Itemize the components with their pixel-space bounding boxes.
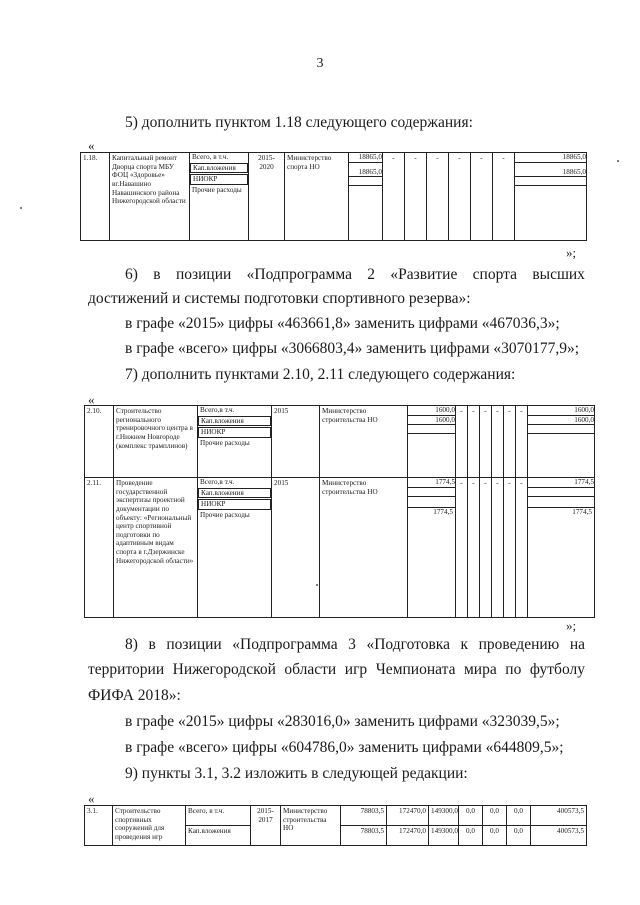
table-items-2-10-2-11 bbox=[84, 405, 595, 618]
fin-other: Прочие расходы bbox=[200, 510, 250, 519]
paragraph-8-line-2: территории Нижегородской области игр Чемпионата мира по футболу bbox=[88, 661, 585, 678]
fin-other: Прочие расходы bbox=[192, 185, 242, 194]
cell: 149300,0 bbox=[429, 826, 459, 846]
measure-name: Строительство регионального тренировочного центра в г.Нижнем Новгороде (комплекс трамплинов) bbox=[114, 406, 198, 478]
row-number: 1.18. bbox=[81, 153, 110, 241]
measure-name: Проведение государственной экспертизы проектной документации по объекту: «Региональный центр спортивной подготовки по адаптивным видам спорта в г.Дзержинске Нижегородской области» bbox=[114, 478, 198, 618]
fin-capital: Кап.вложения bbox=[190, 163, 248, 174]
paragraph-5: 5) дополнить пунктом 1.18 следующего содержания: bbox=[125, 114, 473, 131]
value-2015: 1600,0 1600,0 bbox=[408, 406, 456, 478]
cell: 78803,5 bbox=[341, 826, 387, 846]
paragraph-6-a: в графе «2015» цифры «463661,8» заменить цифрами «467036,3»; bbox=[125, 315, 560, 332]
cell: 78803,5 bbox=[341, 806, 387, 826]
dash: - bbox=[516, 406, 528, 478]
dash: - bbox=[427, 153, 449, 241]
open-quote-2: « bbox=[88, 392, 95, 407]
close-quote: »; bbox=[566, 245, 577, 260]
fin-total: Всего,в т.ч. bbox=[200, 478, 235, 486]
paragraph-6-b: в графе «всего» цифры «3066803,4» заменить цифрами «3070177,9»; bbox=[125, 340, 580, 357]
cell: 0,0 bbox=[459, 806, 483, 826]
scan-speck bbox=[20, 207, 22, 209]
paragraph-6-line-2: достижений и системы подготовки спортивного резерва»: bbox=[88, 290, 471, 307]
fin-niokr: НИОКР bbox=[198, 427, 271, 438]
dash: - bbox=[456, 478, 468, 618]
financing-cell bbox=[198, 406, 272, 478]
dash: - bbox=[493, 153, 515, 241]
fin-niokr: НИОКР bbox=[190, 174, 248, 185]
dash: - bbox=[468, 478, 480, 618]
paragraph-8-a: в графе «2015» цифры «283016,0» заменить цифрами «323039,5»; bbox=[125, 713, 560, 730]
year: 2015 bbox=[272, 406, 320, 478]
cell: 149300,0 bbox=[429, 806, 459, 826]
cell: 400573,5 bbox=[531, 826, 587, 846]
fin-niokr: НИОКР bbox=[198, 499, 271, 510]
fin-total: Всего,в т.ч. bbox=[200, 406, 235, 414]
dash: - bbox=[516, 478, 528, 618]
period: 2015-2020 bbox=[249, 153, 285, 241]
dash: - bbox=[504, 406, 516, 478]
close-quote-2: »; bbox=[566, 618, 577, 633]
dash: - bbox=[456, 406, 468, 478]
cell: 0,0 bbox=[483, 826, 507, 846]
measure-name: Капитальный ремонт Дворца спорта МБУ ФОЦ «Здоровье» вг.Навашино Навашинского района Нижегородской области bbox=[110, 153, 190, 241]
period: 2015-2017 bbox=[251, 806, 281, 846]
fin-total: Всего, в т.ч. bbox=[186, 806, 251, 826]
table-items-3-1 bbox=[84, 805, 587, 846]
cell: 0,0 bbox=[507, 826, 531, 846]
executor: Министерство строительства НО bbox=[320, 406, 408, 478]
paragraph-6-line-1: 6) в позиции «Подпрограмма 2 «Развитие спорта высших bbox=[125, 266, 585, 283]
paragraph-7: 7) дополнить пунктами 2.10, 2.11 следующего содержания: bbox=[125, 366, 516, 383]
fin-capital: Кап.вложения bbox=[198, 488, 271, 499]
dash: - bbox=[383, 153, 405, 241]
paragraph-8-line-3: ФИФА 2018»: bbox=[88, 687, 181, 704]
row-number: 3.1. bbox=[85, 806, 113, 846]
cell: 0,0 bbox=[483, 806, 507, 826]
dash: - bbox=[504, 478, 516, 618]
cell: 172470,0 bbox=[387, 806, 429, 826]
financing-cell bbox=[190, 153, 249, 241]
value-total: 1774,5 1774,5 bbox=[528, 478, 595, 618]
paragraph-8-line-1: 8) в позиции «Подпрограмма 3 «Подготовка к проведению на bbox=[125, 636, 585, 653]
dash: - bbox=[492, 406, 504, 478]
open-quote: « bbox=[88, 138, 95, 153]
dash: - bbox=[405, 153, 427, 241]
row-number: 2.11. bbox=[85, 478, 114, 618]
fin-total: Всего, в т.ч. bbox=[192, 153, 229, 161]
row-number: 2.10. bbox=[85, 406, 114, 478]
paragraph-9: 9) пункты 3.1, 3.2 изложить в следующей редакции: bbox=[125, 765, 468, 782]
value-total: 1600,0 1600,0 bbox=[528, 406, 595, 478]
value-total: 18865,0 18865,0 bbox=[515, 153, 587, 241]
cell: 172470,0 bbox=[387, 826, 429, 846]
dash: - bbox=[471, 153, 493, 241]
table-item-1-18 bbox=[80, 152, 587, 241]
executor: Министерство спорта НО bbox=[285, 153, 349, 241]
dash: - bbox=[492, 478, 504, 618]
fin-capital: Кап.вложения bbox=[198, 416, 271, 427]
page-number: 3 bbox=[316, 56, 324, 71]
value-2015: 18865,0 18865,0 bbox=[349, 153, 383, 241]
open-quote-3: « bbox=[88, 791, 95, 806]
paragraph-8-b: в графе «всего» цифры «604786,0» заменить цифрами «644809,5»; bbox=[125, 739, 564, 756]
cell: 0,0 bbox=[507, 806, 531, 826]
year: 2015 bbox=[272, 478, 320, 618]
financing-cell bbox=[198, 478, 272, 618]
dash: - bbox=[468, 406, 480, 478]
executor: Министерство строительства НО bbox=[320, 478, 408, 618]
dash: - bbox=[449, 153, 471, 241]
cell: 400573,5 bbox=[531, 806, 587, 826]
dash: - bbox=[480, 406, 492, 478]
scan-speck bbox=[316, 584, 318, 586]
scan-speck bbox=[617, 160, 619, 162]
cell: 0,0 bbox=[459, 826, 483, 846]
fin-capital: Кап.вложения bbox=[186, 826, 251, 846]
value-2015: 1774,5 1774,5 bbox=[408, 478, 456, 618]
fin-other: Прочие расходы bbox=[200, 438, 250, 447]
measure-name: Строительство спортивных сооружений для проведения игр bbox=[113, 806, 186, 846]
executor: Министерство строительства НО bbox=[281, 806, 341, 846]
dash: - bbox=[480, 478, 492, 618]
